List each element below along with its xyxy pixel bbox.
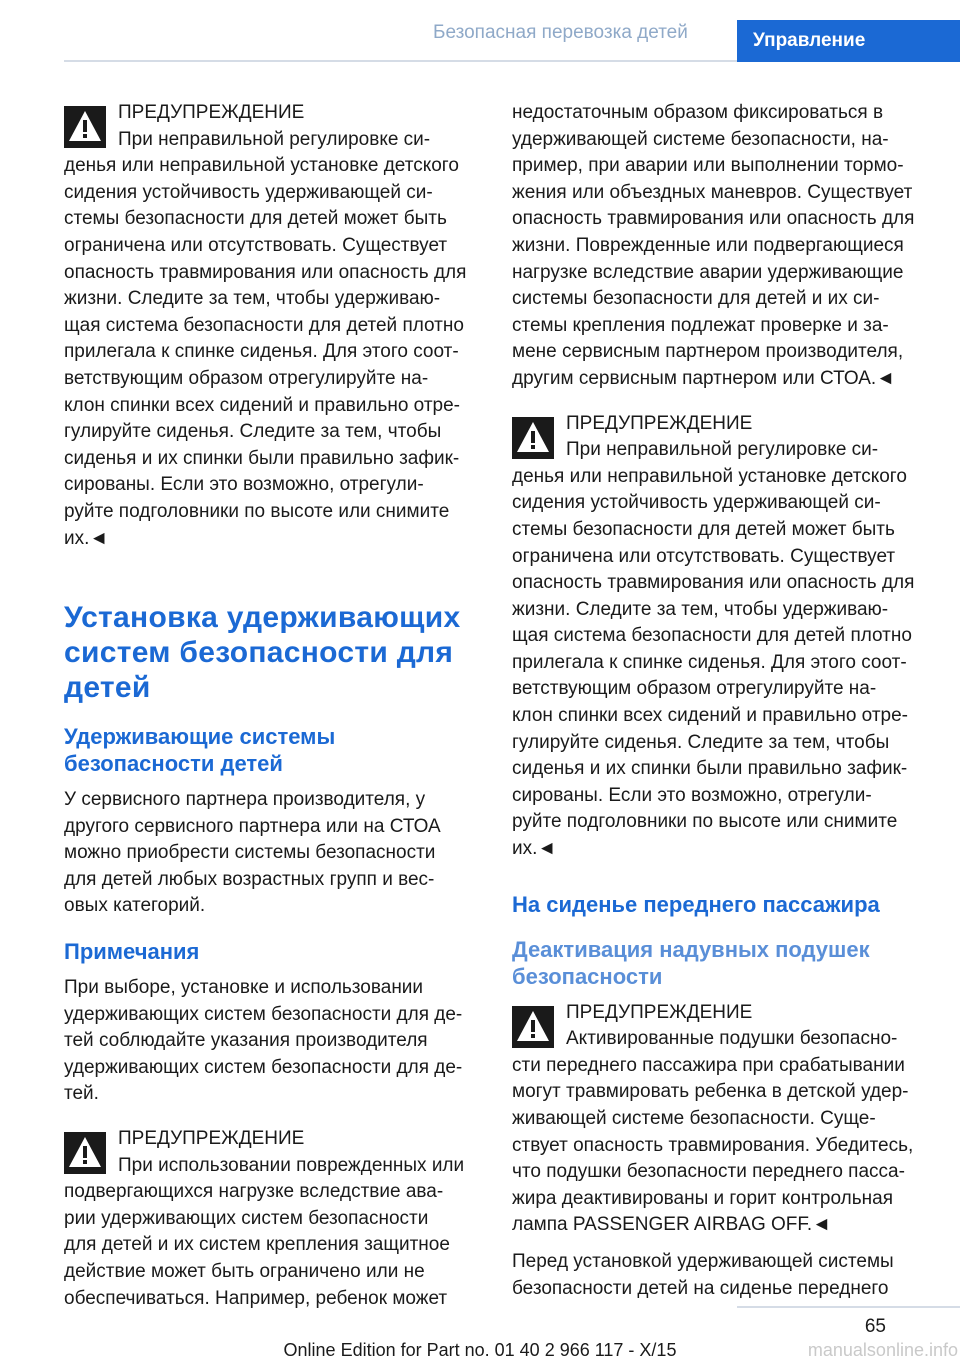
warning-text-line: что подушки безопасности переднего пасса- <box>512 1161 905 1183</box>
warning-text-line: рии удерживающих систем безопасности <box>64 1207 429 1229</box>
warning-text-line: Активированные подушки безопасно- <box>566 1028 898 1050</box>
warning-text-line: руйте подголовники по высоте или снимите <box>64 500 450 522</box>
header-section-title: Безопасная перевозка детей <box>433 22 688 43</box>
paragraph <box>64 975 476 1108</box>
warning-text-line: сти переднего пассажира при срабатывании <box>512 1054 905 1076</box>
warning-text-line: действие может быть ограничено или не <box>64 1261 425 1282</box>
warning-block <box>64 1126 476 1312</box>
header-chapter-tab <box>737 20 960 62</box>
right-column <box>512 100 924 1302</box>
warning-text-line: могут травмировать ребенка в детской удер- <box>512 1081 909 1103</box>
paragraph-line: удерживающих систем безопасности для де- <box>64 1003 463 1025</box>
warning-text-line: ветствующим образом отрегулируйте на- <box>512 678 877 700</box>
section-heading-line: систем безопасности для <box>64 636 454 670</box>
warning-text-line: подвергающихся нагрузке вследствие ава- <box>64 1181 444 1203</box>
subsection-heading <box>64 723 476 777</box>
warning-text-line: обеспечиваться. Например, ребенок может <box>64 1287 448 1309</box>
warning-triangle-icon <box>512 417 554 459</box>
paragraph-line: тей. <box>64 1083 99 1105</box>
warning-text-line: ветствующим образом отрегулируйте на- <box>64 367 429 389</box>
warning-text-line: сидения устойчивость удерживающей си- <box>64 181 433 203</box>
paragraph-line: стемы крепления подлежат проверке и за- <box>512 314 889 336</box>
subsection-heading: На сиденье переднего пассажира <box>512 891 880 917</box>
header-divider <box>64 60 737 62</box>
warning-text-line: сированы. Если это возможно, отрегули- <box>64 474 424 496</box>
warning-text-line: ограничена или отсутствовать. Существует <box>64 234 448 256</box>
warning-text-line: руйте подголовники по высоте или снимите <box>512 811 898 833</box>
warning-text-line: опасность травмирования или опасность для <box>64 261 467 283</box>
paragraph-line: У сервисного партнера производителя, у <box>64 789 426 811</box>
warning-triangle-icon <box>512 1006 554 1048</box>
warning-text-line: ствует опасность травмирования. Убедитесь, <box>512 1134 914 1156</box>
warning-text-line: для детей и их систем крепления защитное <box>64 1234 450 1256</box>
paragraph-line: тей соблюдайте указания производителя <box>64 1030 428 1052</box>
warning-triangle-icon <box>64 1132 106 1174</box>
warning-title: ПРЕДУПРЕЖДЕНИЕ <box>118 1128 305 1150</box>
warning-text-line: сиденья и их спинки были правильно зафик- <box>64 447 460 469</box>
warning-text-line: стемы безопасности для детей может быть <box>512 518 895 540</box>
warning-text-line: гулируйте сиденья. Следите за тем, чтобы <box>64 421 442 443</box>
subsection-heading-line: безопасности детей <box>64 751 283 777</box>
warning-block <box>512 411 924 863</box>
warning-text-line: их.◄ <box>512 838 557 860</box>
minor-heading <box>512 936 924 990</box>
warning-text-line: сиденья и их спинки были правильно зафик- <box>512 758 908 780</box>
paragraph-line: удерживающих систем безопасности для де- <box>64 1056 463 1078</box>
paragraph-line: жения или объездных маневров. Существует <box>512 181 913 203</box>
header-chapter-label: Управление <box>753 30 866 51</box>
section-heading <box>64 600 476 705</box>
warning-text-line: При неправильной регулировке си- <box>566 439 879 461</box>
paragraph-line: недостаточным образом фиксироваться в <box>512 102 884 123</box>
warning-text-line: жизни. Следите за тем, чтобы удерживаю- <box>64 288 441 310</box>
warning-text-line: живающей системе безопасности. Суще- <box>512 1108 876 1129</box>
paragraph-line: безопасности детей на сиденье переднего <box>512 1277 889 1299</box>
paragraph-line: системы безопасности для детей и их си- <box>512 288 880 310</box>
paragraph-line: жизни. Поврежденные или подвергающиеся <box>512 234 904 256</box>
warning-text-line: прилегала к спинке сиденья. Для этого соот- <box>512 651 907 673</box>
paragraph <box>512 1249 924 1302</box>
paragraph-line: можно приобрести системы безопасности <box>64 842 436 864</box>
minor-heading-line: Деактивация надувных подушек <box>512 936 870 962</box>
warning-text-line: денья или неправильной установке детского <box>512 465 907 487</box>
warning-text-line: их.◄ <box>64 527 109 549</box>
subsection-heading-line: Удерживающие системы <box>64 724 336 750</box>
warning-text-line: При неправильной регулировке си- <box>118 128 431 150</box>
warning-title: ПРЕДУПРЕЖДЕНИЕ <box>566 412 753 434</box>
warning-text-line: При использовании поврежденных или <box>118 1154 465 1176</box>
left-column <box>64 100 476 1312</box>
warning-title: ПРЕДУПРЕЖДЕНИЕ <box>566 1001 753 1023</box>
paragraph-line: для детей любых возрастных групп и вес- <box>64 868 435 890</box>
minor-heading-line: безопасности <box>512 963 663 989</box>
paragraph-line: удерживающей системе безопасности, на- <box>512 128 889 150</box>
warning-title: ПРЕДУПРЕЖДЕНИЕ <box>118 102 305 123</box>
section-heading-line: детей <box>64 671 151 705</box>
warning-text-line: ограничена или отсутствовать. Существует <box>512 545 896 567</box>
warning-text-line: жизни. Следите за тем, чтобы удерживаю- <box>512 598 889 620</box>
paragraph-line: нагрузке вследствие аварии удерживающие <box>512 261 904 283</box>
warning-text-line: сидения устойчивость удерживающей си- <box>512 492 881 514</box>
page-header <box>0 0 960 62</box>
warning-triangle-icon <box>64 106 106 148</box>
warning-text-line: сированы. Если это возможно, отрегули- <box>512 784 872 806</box>
paragraph-line: При выборе, установке и использовании <box>64 977 424 999</box>
paragraph-line: мене сервисным партнером производителя, <box>512 341 904 363</box>
warning-block <box>512 1000 924 1239</box>
footer-divider <box>737 1306 960 1308</box>
warning-block <box>64 100 476 552</box>
warning-text-line: прилегала к спинке сиденья. Для этого соот- <box>64 341 459 363</box>
page-number: 65 <box>864 1316 886 1337</box>
watermark: manualsonline.info <box>807 1340 958 1360</box>
paragraph-line: Перед установкой удерживающей системы <box>512 1250 894 1272</box>
paragraph <box>512 100 924 393</box>
warning-text-line: клон спинки всех сидений и правильно отре- <box>64 394 460 416</box>
warning-text-line: лампа PASSENGER AIRBAG OFF.◄ <box>512 1214 831 1236</box>
warning-text-line: жира деактивированы и горит контрольная <box>512 1187 893 1209</box>
paragraph-line: другого сервисного партнера или на СТОА <box>64 815 441 837</box>
paragraph <box>64 787 476 920</box>
section-heading-line: Установка удерживающих <box>64 601 461 635</box>
paragraph-line: овых категорий. <box>64 895 206 917</box>
warning-text-line: клон спинки всех сидений и правильно отре- <box>512 705 908 727</box>
edition-footer: Online Edition for Part no. 01 40 2 966 117 - X/15 <box>283 1340 677 1360</box>
subsection-heading: Примечания <box>64 939 200 965</box>
warning-text-line: стемы безопасности для детей может быть <box>64 208 447 230</box>
warning-text-line: щая система безопасности для детей плотно <box>512 625 912 647</box>
paragraph-line: пример, при аварии или выполнении тормо- <box>512 155 904 177</box>
paragraph-line: опасность травмирования или опасность для <box>512 208 915 230</box>
warning-text-line: опасность травмирования или опасность для <box>512 572 915 594</box>
paragraph-line: другим сервисным партнером или СТОА.◄ <box>512 367 895 389</box>
warning-text-line: гулируйте сиденья. Следите за тем, чтобы <box>512 731 890 753</box>
warning-text-line: денья или неправильной установке детского <box>64 155 459 177</box>
warning-text-line: щая система безопасности для детей плотно <box>64 314 464 336</box>
